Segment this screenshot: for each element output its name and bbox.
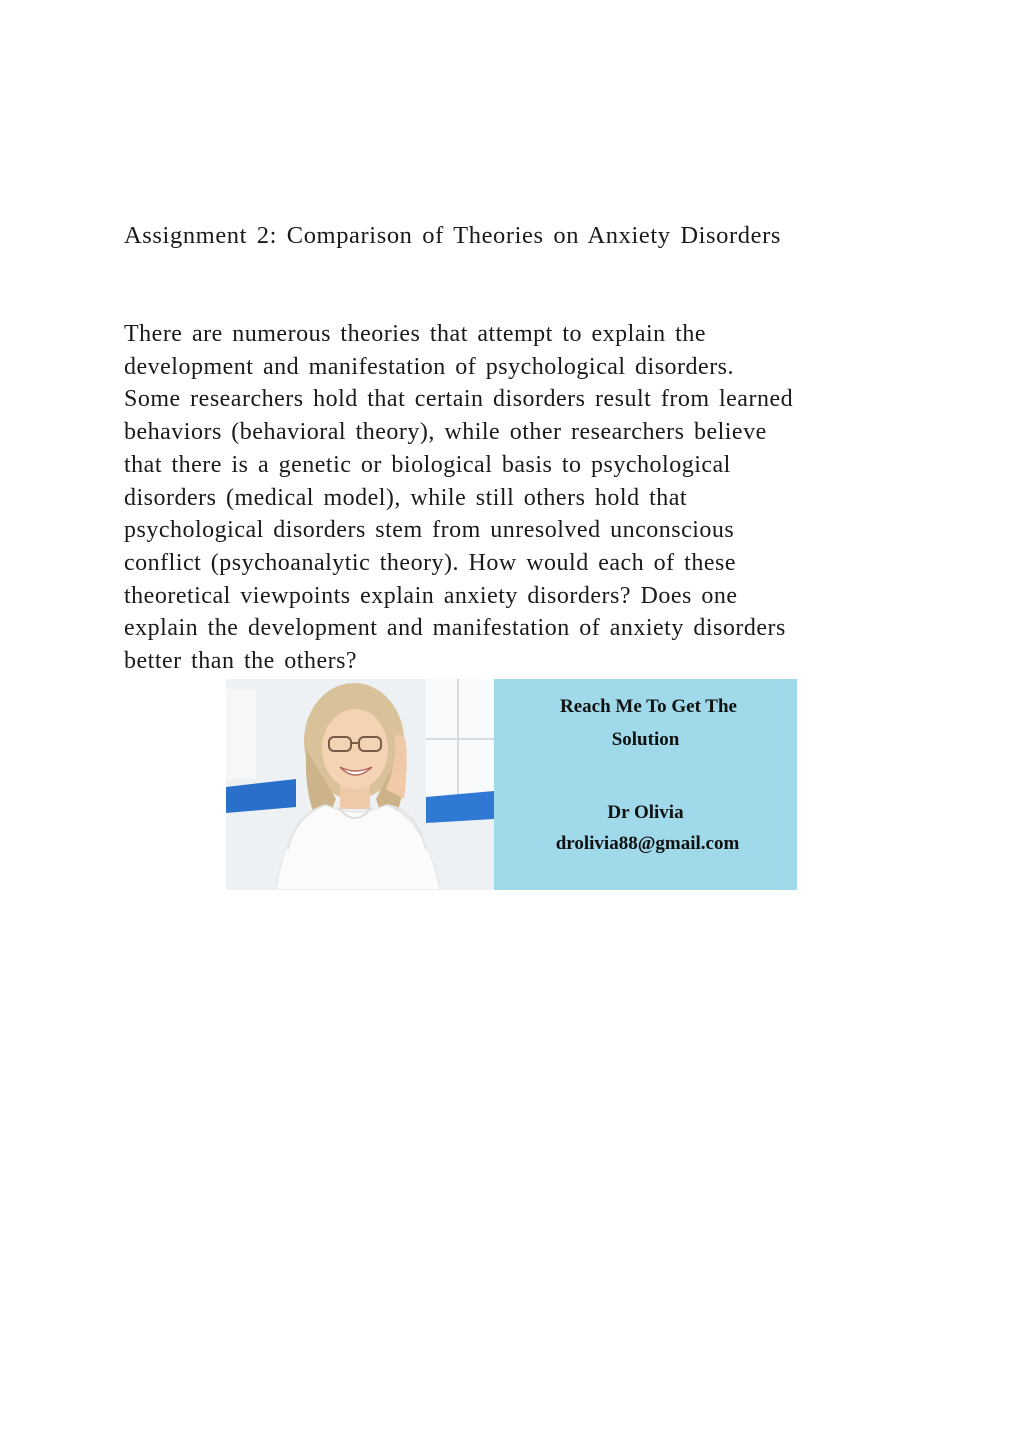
body-line: behaviors (behavioral theory), while other researchers believe xyxy=(124,419,767,446)
contact-card xyxy=(494,679,797,890)
woman-illustration-icon xyxy=(226,679,494,890)
body-line: explain the development and manifestation of anxiety disorders xyxy=(124,615,786,642)
body-line: development and manifestation of psychological disorders. xyxy=(124,353,735,380)
body-line: better than the others? xyxy=(124,648,358,675)
body-line: Some researchers hold that certain disorders result from learned xyxy=(124,386,794,413)
contact-email: drolivia88@gmail.com xyxy=(555,833,740,854)
promo-banner xyxy=(226,679,797,890)
card-heading-line2: Solution xyxy=(611,729,680,750)
body-line: psychological disorders stem from unresolved unconscious xyxy=(124,517,735,544)
assignment-title: Assignment 2: Comparison of Theories on Anxiety Disorders xyxy=(124,222,781,249)
body-line: theoretical viewpoints explain anxiety disorders? Does one xyxy=(124,582,738,609)
body-line: that there is a genetic or biological basis to psychological xyxy=(124,451,731,478)
card-heading-line1: Reach Me To Get The xyxy=(560,696,737,717)
assignment-body xyxy=(124,318,904,678)
body-line: disorders (medical model), while still others hold that xyxy=(124,484,688,511)
body-line: There are numerous theories that attempt to explain the xyxy=(124,321,706,347)
contact-name: Dr Olivia xyxy=(607,802,684,823)
body-line: conflict (psychoanalytic theory). How would each of these xyxy=(124,549,736,576)
smiling-woman-photo xyxy=(226,679,494,890)
